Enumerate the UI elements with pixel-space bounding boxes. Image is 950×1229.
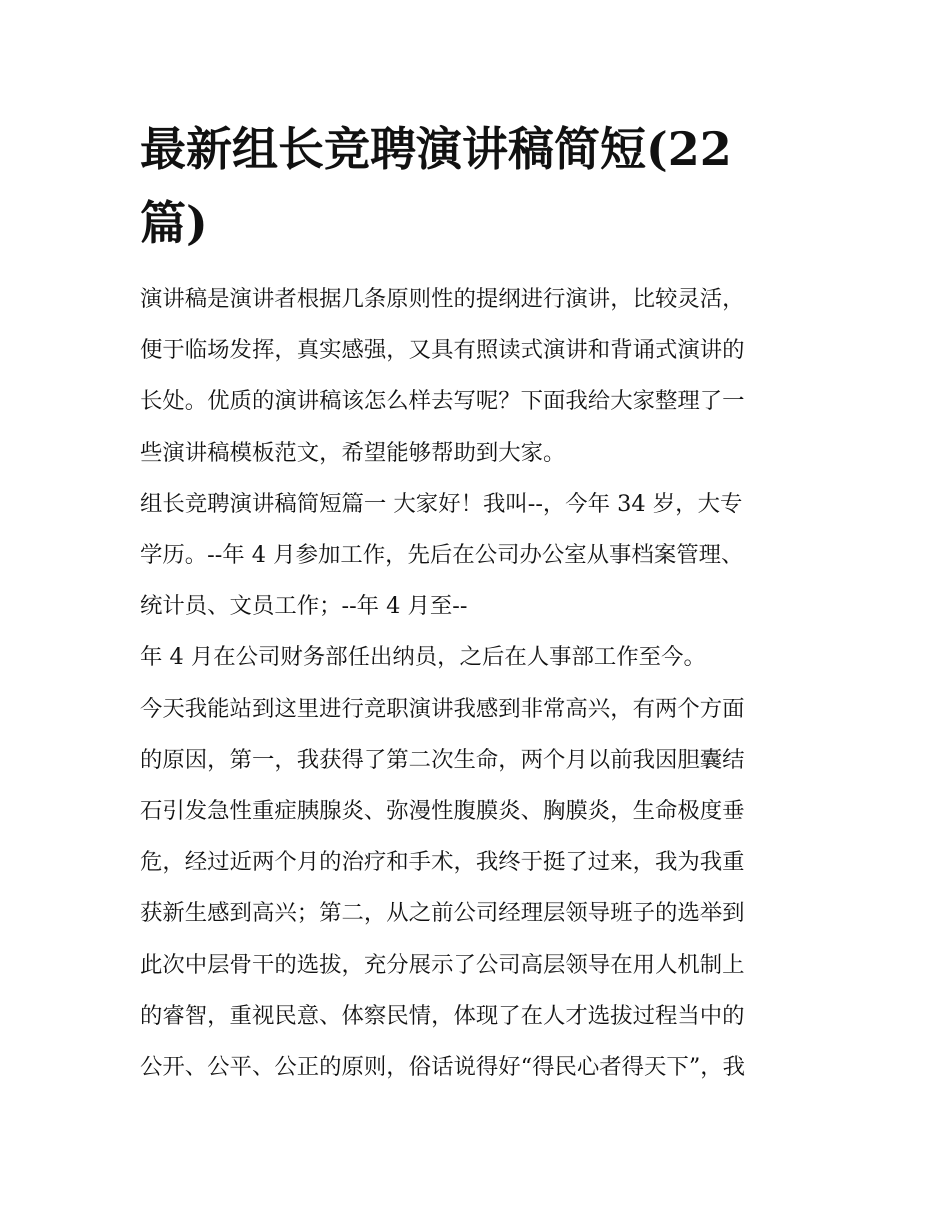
document-body [140,274,816,1093]
body-line: 组长竞聘演讲稿简短篇一 大家好！我叫--，今年 34 岁，大专 [140,490,743,517]
body-line: 危，经过近两个月的治疗和手术，我终于挺了过来，我为我重 [140,849,745,876]
body-line: 的原因，第一，我获得了第二次生命，两个月以前我因胆囊结 [140,746,745,773]
body-line: 今天我能站到这里进行竞职演讲我感到非常高兴，有两个方面 [140,695,745,722]
body-line: 长处。优质的演讲稿该怎么样去写呢？下面我给大家整理了一 [140,388,745,415]
body-line: 的睿智，重视民意、体察民情，体现了在人才选拔过程当中的 [140,1002,745,1029]
body-line: 获新生感到高兴；第二，从之前公司经理层领导班子的选举到 [140,900,745,927]
body-line: 演讲稿是演讲者根据几条原则性的提纲进行演讲，比较灵活， [140,286,745,312]
body-line: 公开、公平、公正的原则，俗话说得好“得民心者得天下”，我 [140,1054,746,1081]
body-line: 便于临场发挥，真实感强，又具有照读式演讲和背诵式演讲的 [140,337,745,364]
body-line: 此次中层骨干的选拔，充分展示了公司高层领导在用人机制上 [140,951,745,978]
body-line: 统计员、文员工作；--年 4 月至-- [140,593,468,620]
title-line-2: 篇) [140,196,208,250]
body-line: 学历。--年 4 月参加工作，先后在公司办公室从事档案管理、 [140,542,744,569]
body-line: 石引发急性重症胰腺炎、弥漫性腹膜炎、胸膜炎，生命极度垂 [140,798,745,825]
title-line-1: 最新组长竞聘演讲稿简短(22 [140,122,732,176]
body-line: 年 4 月在公司财务部任出纳员，之后在人事部工作至今。 [140,644,706,671]
body-line: 些演讲稿模板范文，希望能够帮助到大家。 [140,439,566,466]
document-title [140,112,820,260]
